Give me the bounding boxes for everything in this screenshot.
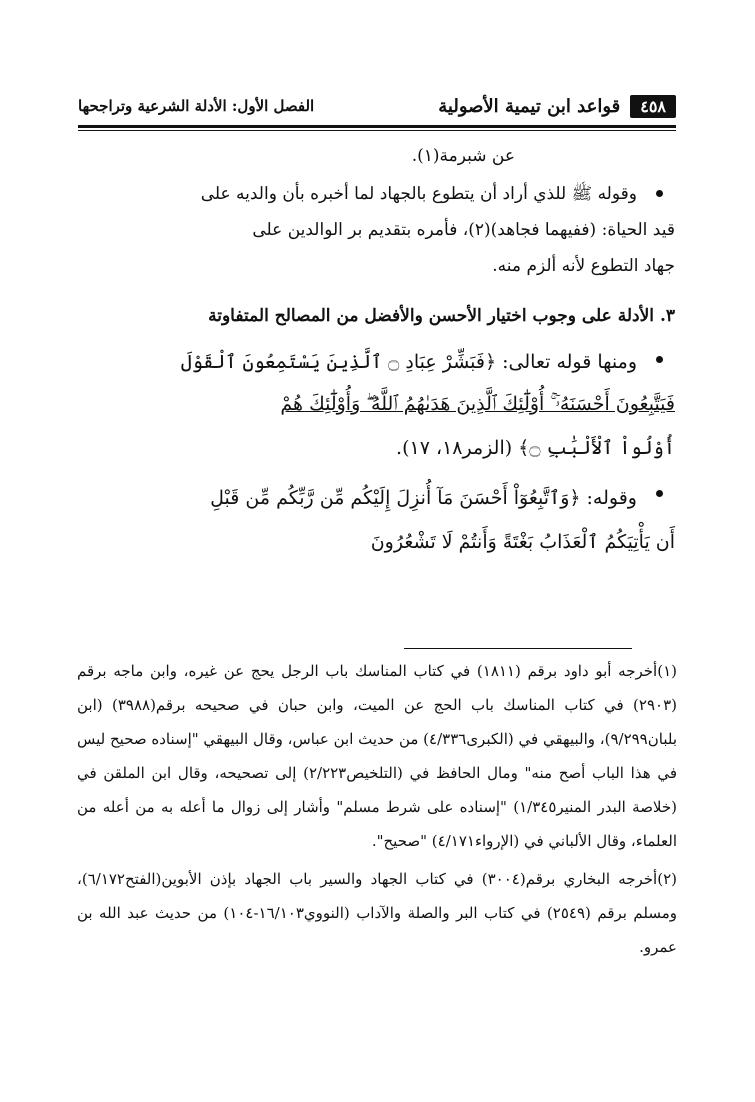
page-header	[78, 88, 676, 124]
header-rule-thin	[78, 130, 676, 131]
verse-line: أَن يَأْتِيَكُمُ ٱلْعَذَابُ بَغْتَةً وَأَنتُمْ لَا تَشْعُرُونَ	[370, 531, 675, 553]
header-right	[438, 95, 676, 118]
footnotes	[77, 654, 677, 964]
book-title: قواعد ابن تيمية الأصولية	[438, 95, 621, 117]
paragraph: عن شبرمة(١).	[411, 146, 515, 166]
chapter-title: الفصل الأول: الأدلة الشرعية وتراجحها	[78, 97, 315, 115]
bullet-text: وقوله: ﴿وَٱتَّبِعُوٓاْ أَحْسَنَ مَآ أُنزِلَ إِلَيْكُم مِّن رَّبِّكُم مِّن قَبْلِ	[210, 487, 637, 509]
bullet-item	[75, 342, 675, 382]
footnote-2: (٢)أخرجه البخاري برقم(٣٠٠٤) في كتاب الجهاد والسير باب الجهاد بإذن الأبوين(الفتح٦/١٧٢)، ومسلم برقم (٢٥٤٩) في كتاب البر والصلة والآداب (النووي١٦/١٠٣-١٠٤) من حديث عبد الله بن عمرو.	[77, 870, 677, 956]
footnote-divider	[404, 648, 632, 649]
bullet-icon	[656, 490, 663, 497]
bullet-item	[75, 176, 675, 212]
bullet-text: ومنها قوله تعالى: ﴿فَبَشِّرْ عِبَادِ ۝ ٱلَّذِينَ يَسْتَمِعُونَ ٱلْقَوْلَ	[180, 351, 637, 373]
bullet-icon	[656, 356, 663, 363]
bullet-text: وقوله ﷺ للذي أراد أن يتطوع بالجهاد لما أخبره بأن والديه على	[200, 184, 637, 204]
verse-line: أُوْلُواْ ٱلْأَلْبَٰبِ ۝﴾ (الزمر١٨، ١٧).	[396, 437, 675, 459]
footnote-1: (١)أخرجه أبو داود برقم (١٨١١) في كتاب المناسك باب الرجل يحج عن غيره، وابن ماجه برقم (٢٩٠٣) في كتاب المناسك باب الحج عن الميت، وابن حبان في صحيحه برقم(٣٩٨٨) (ابن بلبان٩/٢٩٩)، والبيهقي في (الكبرى٤/٣٣٦) من حديث ابن عباس، وقال البيهقي "إسناده صحيح ليس في هذا الباب أصح منه" ومال الحافظ في (التلخيص٢/٢٢٣) إلى تصحيحه، وقال ابن الملقن في (خلاصة البدر المنير١/٣٤٥) "إسناده على شرط مسلم" وأشار إلى زوال ما أعله به من أعله من العلماء، وقال الألباني في (الإرواء٤/١٧١) "صحيح".	[77, 662, 678, 850]
bullet-continuation: جهاد التطوع لأنه ألزم منه.	[492, 256, 675, 276]
page-number: ٤٥٨	[630, 95, 676, 118]
header-rule-thick	[78, 125, 676, 128]
bullet-item	[75, 476, 675, 520]
bullet-continuation: قيد الحياة: (ففيهما فجاهد)(٢)، فأمره بتقديم بر الوالدين على	[252, 220, 675, 240]
main-text	[75, 138, 675, 564]
bullet-icon	[656, 190, 663, 197]
section-heading: ٣. الأدلة على وجوب اختيار الأحسن والأفضل من المصالح المتفاوتة	[208, 306, 675, 326]
verse-line: فَيَتَّبِعُونَ أَحْسَنَهُۥٓ ۚ أُوْلَٰٓئِكَ ٱلَّذِينَ هَدَىٰهُمُ ٱللَّهُ ۖ وَأُوْلَٰٓئِكَ هُمْ	[280, 393, 675, 415]
